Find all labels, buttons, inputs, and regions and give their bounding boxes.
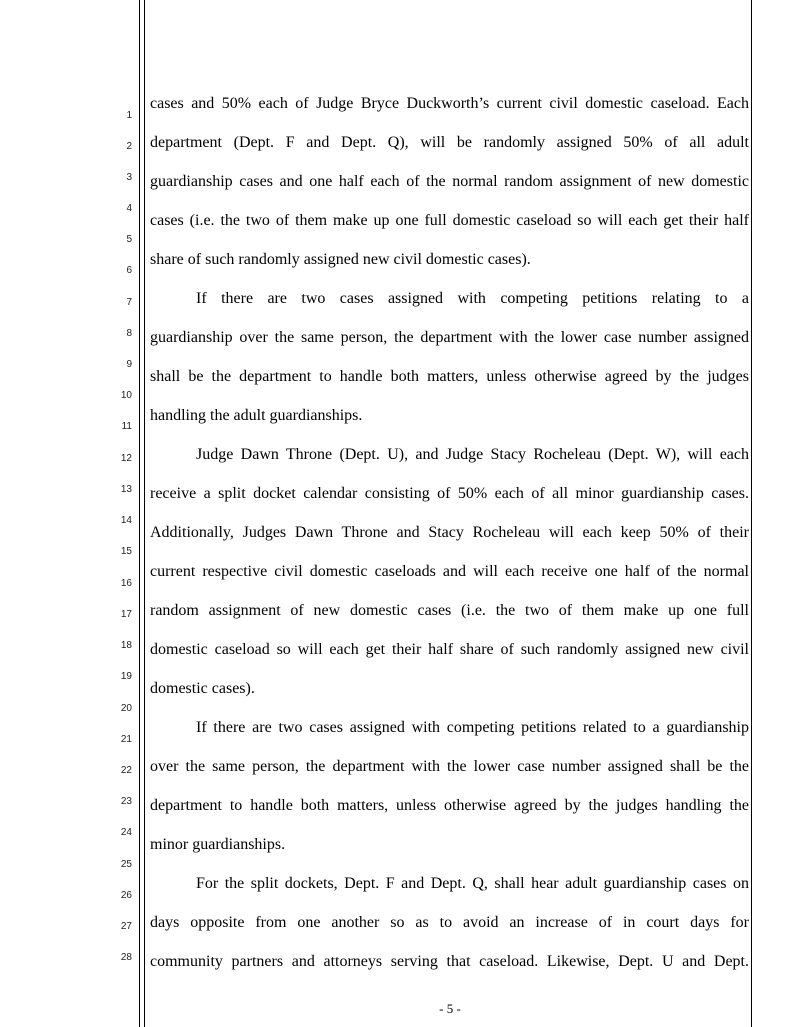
line-number: 22 <box>120 765 132 776</box>
line-number: 28 <box>120 952 132 963</box>
text-line: random assignment of new domestic cases (i.e. the two of them make up one full <box>150 602 749 619</box>
line-number: 7 <box>126 297 132 308</box>
text-line: cases (i.e. the two of them make up one full domestic caseload so will each get their half <box>150 212 749 229</box>
line-number: 20 <box>120 703 132 714</box>
line-number: 6 <box>126 265 132 276</box>
line-number: 27 <box>120 921 132 932</box>
text-line: community partners and attorneys serving that caseload. Likewise, Dept. U and Dept. <box>150 953 749 970</box>
line-number: 24 <box>120 827 132 838</box>
line-number: 9 <box>126 359 132 370</box>
text-line: guardianship cases and one half each of the normal random assignment of new domestic <box>150 173 749 190</box>
text-line: department (Dept. F and Dept. Q), will be randomly assigned 50% of all adult <box>150 134 749 151</box>
line-number: 19 <box>120 671 132 682</box>
line-number: 10 <box>120 390 132 401</box>
line-number: 2 <box>126 141 132 152</box>
text-line: share of such randomly assigned new civil domestic cases). <box>150 251 531 268</box>
text-line: If there are two cases assigned with competing petitions related to a guardianship <box>196 719 749 736</box>
line-number: 17 <box>120 609 132 620</box>
text-line: domestic caseload so will each get their half share of such randomly assigned new civil <box>150 641 749 658</box>
text-line: minor guardianships. <box>150 836 286 853</box>
margin-rule-right <box>751 0 752 1027</box>
line-number: 5 <box>126 234 132 245</box>
text-line: cases and 50% each of Judge Bryce Duckworth’s current civil domestic caseload. Each <box>150 95 749 112</box>
line-number: 25 <box>120 859 132 870</box>
text-line: current respective civil domestic caseloads and will each receive one half of the normal <box>150 563 749 580</box>
text-line: Judge Dawn Throne (Dept. U), and Judge Stacy Rocheleau (Dept. W), will each <box>196 446 749 463</box>
page-number: - 5 - <box>439 1001 461 1016</box>
line-number: 12 <box>120 453 132 464</box>
text-line: receive a split docket calendar consisting of 50% each of all minor guardianship cases. <box>150 485 749 502</box>
text-line: handling the adult guardianships. <box>150 407 363 424</box>
line-number: 16 <box>120 578 132 589</box>
text-line: shall be the department to handle both matters, unless otherwise agreed by the judges <box>150 368 749 385</box>
text-line: department to handle both matters, unless otherwise agreed by the judges handling the <box>150 797 749 814</box>
text-line: days opposite from one another so as to avoid an increase of in court days for <box>150 914 749 931</box>
line-number: 18 <box>120 640 132 651</box>
line-number: 11 <box>121 421 132 432</box>
line-number: 1 <box>126 110 132 121</box>
line-number: 13 <box>120 484 132 495</box>
line-number: 21 <box>120 734 132 745</box>
text-line: guardianship over the same person, the department with the lower case number assigned <box>150 329 749 346</box>
text-line: For the split dockets, Dept. F and Dept. Q, shall hear adult guardianship cases on <box>196 875 749 892</box>
line-number: 14 <box>120 515 132 526</box>
line-number: 23 <box>120 796 132 807</box>
margin-rule-left-inner <box>144 0 145 1027</box>
line-number: 4 <box>126 203 132 214</box>
text-line: domestic cases). <box>150 680 255 697</box>
text-line: over the same person, the department with the lower case number assigned shall be the <box>150 758 749 775</box>
margin-rule-left-outer <box>139 0 140 1027</box>
line-number: 8 <box>126 328 132 339</box>
text-line: Additionally, Judges Dawn Throne and Stacy Rocheleau will each keep 50% of their <box>150 524 749 541</box>
line-number: 3 <box>126 172 132 183</box>
text-line: If there are two cases assigned with competing petitions relating to a <box>196 290 749 307</box>
line-number: 15 <box>120 546 132 557</box>
line-number: 26 <box>120 890 132 901</box>
